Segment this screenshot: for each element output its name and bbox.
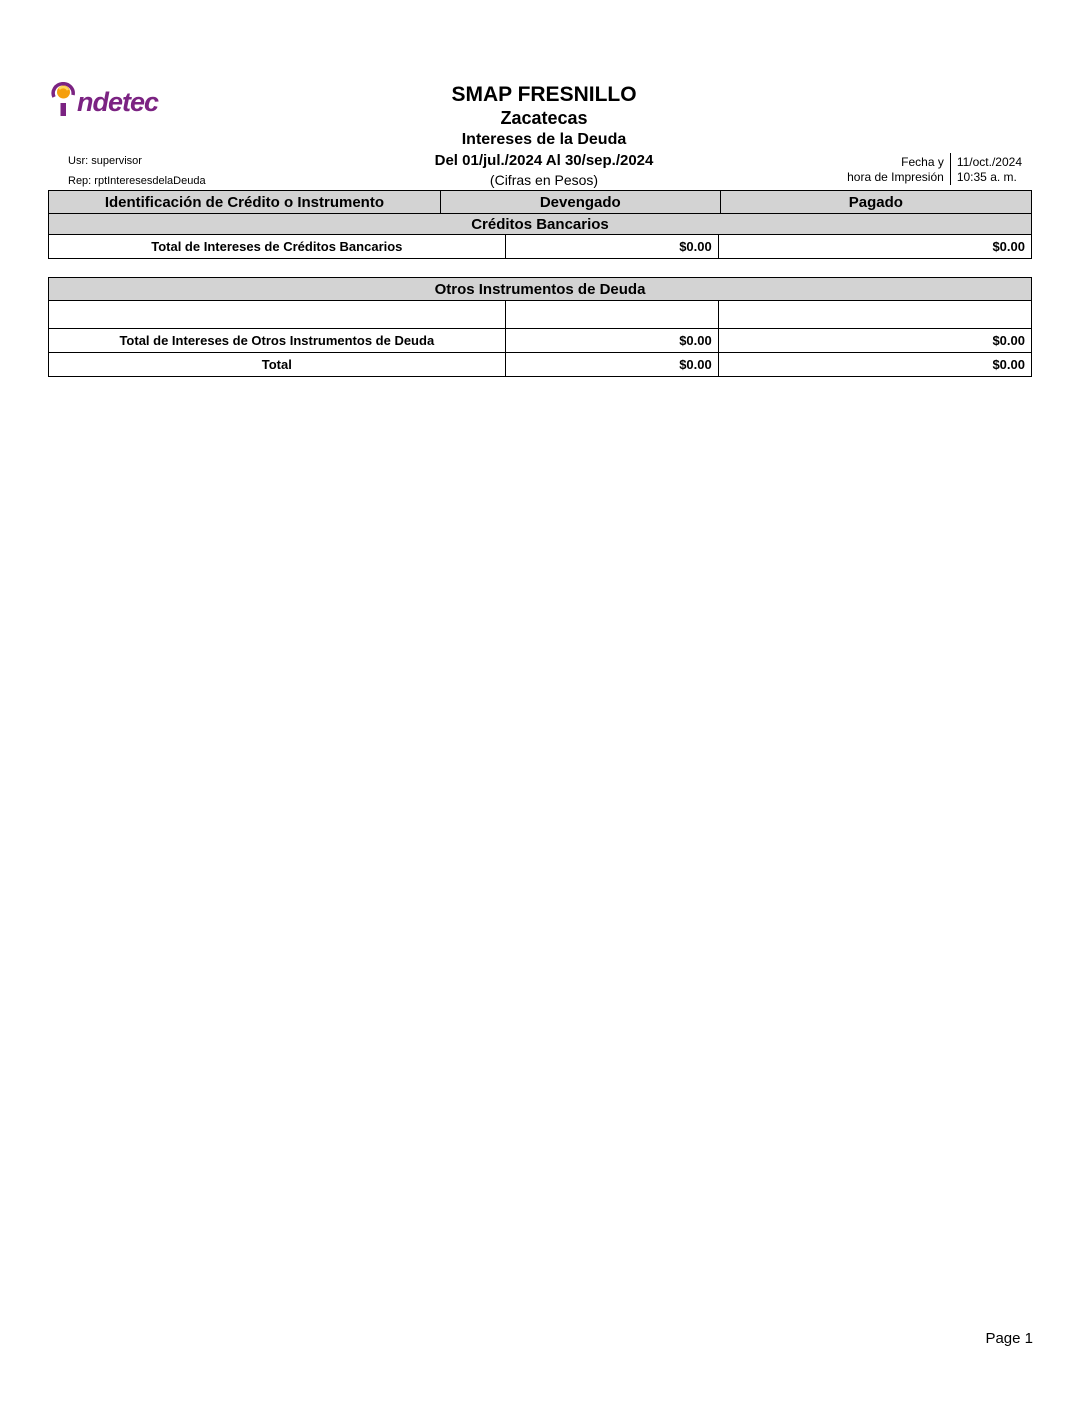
print-values xyxy=(950,153,1022,185)
table-otros-instrumentos xyxy=(48,277,1032,377)
row-devengado-value xyxy=(505,301,718,328)
row-label: Total de Intereses de Otros Instrumentos de Deuda xyxy=(119,333,435,348)
row-label: Total de Intereses de Créditos Bancarios xyxy=(151,239,403,254)
indetec-logo-text: ndetec xyxy=(77,87,159,117)
table-row-total-otros xyxy=(49,328,1031,352)
row-pagado-value: $0.00 xyxy=(718,235,1031,258)
column-header-devengado: Devengado xyxy=(440,191,720,213)
report-title: Intereses de la Deuda xyxy=(461,131,627,148)
user-label: Usr: supervisor xyxy=(68,155,142,167)
print-time: 10:35 a. m. xyxy=(956,170,1017,184)
table-creditos-bancarios xyxy=(48,190,1032,259)
report-meta xyxy=(68,151,206,191)
row-devengado-value: $0.00 xyxy=(505,235,718,258)
org-name: SMAP FRESNILLO xyxy=(451,83,637,106)
column-header-identificacion: Identificación de Crédito o Instrumento xyxy=(104,193,384,211)
section-title-row xyxy=(49,213,1031,234)
page-number: Page 1 xyxy=(985,1330,1033,1347)
row-devengado-value: $0.00 xyxy=(505,353,718,376)
report-period: Del 01/jul./2024 Al 30/sep./2024 xyxy=(434,152,654,169)
report-id-label: Rep: rptInteresesdelaDeuda xyxy=(68,175,206,187)
row-label xyxy=(49,301,505,328)
print-label xyxy=(847,153,950,185)
row-devengado-value: $0.00 xyxy=(505,329,718,352)
table-row-empty xyxy=(49,300,1031,328)
report-units: (Cifras en Pesos) xyxy=(489,172,599,188)
row-pagado-value: $0.00 xyxy=(718,353,1031,376)
table-header-row xyxy=(49,191,1031,213)
table-row-total-creditos xyxy=(49,234,1031,258)
table-row-grand-total xyxy=(49,352,1031,376)
print-date: 11/oct./2024 xyxy=(956,155,1022,169)
section-title-creditos-bancarios: Créditos Bancarios xyxy=(471,215,609,233)
section-title-row xyxy=(49,278,1031,300)
state-name: Zacatecas xyxy=(500,108,588,128)
column-header-pagado: Pagado xyxy=(720,191,1031,213)
section-title-otros-instrumentos: Otros Instrumentos de Deuda xyxy=(434,280,646,298)
row-label: Total xyxy=(261,357,292,372)
row-pagado-value: $0.00 xyxy=(718,329,1031,352)
print-label-line2: hora de Impresión xyxy=(847,170,944,184)
print-info xyxy=(847,153,1022,185)
row-pagado-value xyxy=(718,301,1031,328)
print-label-line1: Fecha y xyxy=(901,155,944,169)
